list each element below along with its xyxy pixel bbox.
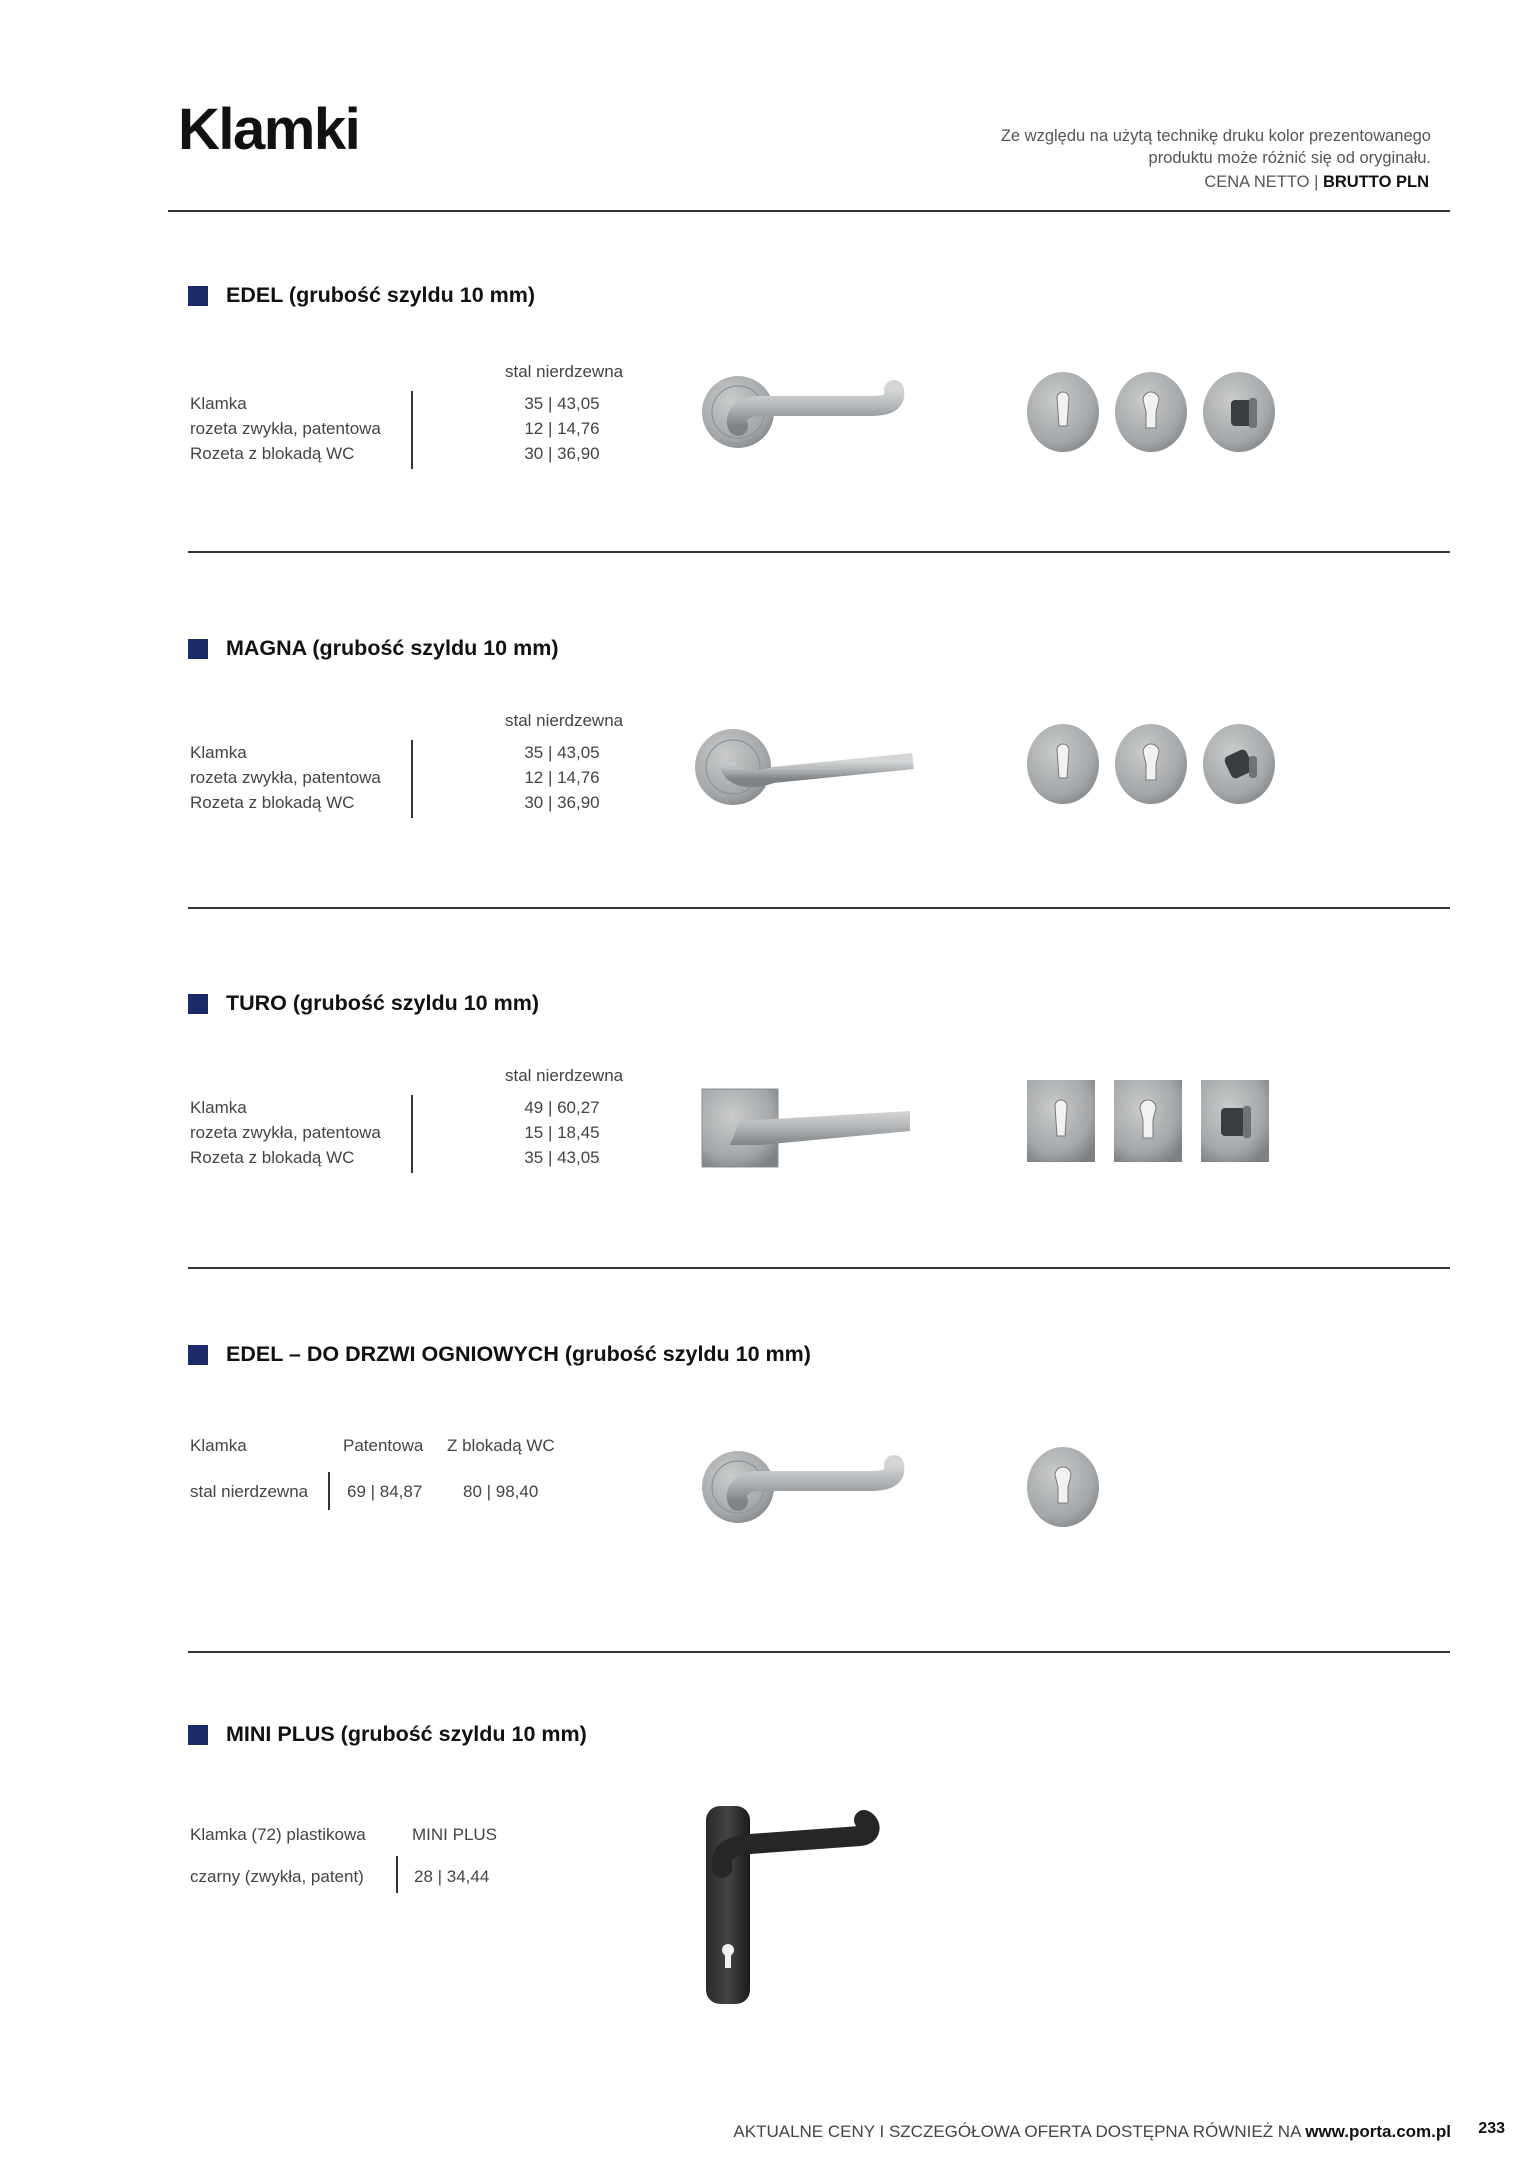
edel-fire-handle-image xyxy=(700,1445,915,1525)
section-marker-square xyxy=(188,1725,208,1745)
section-edel-title xyxy=(188,283,535,308)
section-title-text: EDEL – DO DRZWI OGNIOWYCH (grubość szyldu 10 mm) xyxy=(226,1342,811,1366)
material-label: stal nierdzewna xyxy=(505,362,624,381)
row-label: Rozeta z blokadą WC xyxy=(190,793,355,812)
page-number: 233 xyxy=(1478,2120,1505,2137)
row-price: 49 | 60,27 xyxy=(524,1098,600,1117)
turo-handle-image xyxy=(700,1085,915,1170)
row-label: Rozeta z blokadą WC xyxy=(190,1148,355,1167)
row-price: 35 | 43,05 xyxy=(524,1148,600,1167)
label-column xyxy=(190,740,381,815)
row-label: czarny (zwykła, patent) xyxy=(190,1867,364,1886)
section-title-text: EDEL (grubość szyldu 10 mm) xyxy=(226,283,536,307)
column-header-mini-plus: MINI PLUS xyxy=(412,1825,498,1844)
row-price: 35 | 43,05 xyxy=(524,394,600,413)
price-column xyxy=(512,1095,612,1170)
column-header-wc: Z blokadą WC xyxy=(447,1436,555,1455)
label-column xyxy=(190,391,381,466)
note-line-1: Ze względu na użytą technikę druku kolor prezentowanego xyxy=(1000,127,1431,145)
column-header-patent: Patentowa xyxy=(343,1436,424,1455)
column-label: Klamka (72) plastikowa xyxy=(190,1825,366,1844)
row-label: Klamka xyxy=(190,743,247,762)
rosette-wc-lock-image xyxy=(1201,370,1277,454)
column-divider xyxy=(328,1472,330,1510)
column-divider xyxy=(411,391,413,469)
section-marker-square xyxy=(188,1345,208,1365)
section-divider xyxy=(188,1267,1450,1269)
material-label: stal nierdzewna xyxy=(505,1066,624,1085)
price-legend-net: CENA NETTO xyxy=(1204,173,1310,191)
price-patent: 69 | 84,87 xyxy=(347,1482,423,1501)
column-divider xyxy=(411,1095,413,1173)
section-marker-square xyxy=(188,639,208,659)
row-label: Klamka xyxy=(190,394,247,413)
edel-handle-image xyxy=(700,370,915,450)
price-column xyxy=(512,740,612,815)
magna-handle-image xyxy=(693,725,918,810)
turo-rosettes xyxy=(1025,1078,1271,1164)
rosette-wc-lock-image xyxy=(1201,722,1277,806)
rosette-cylinder-image xyxy=(1113,370,1189,454)
rosette-cylinder-square-image xyxy=(1112,1078,1184,1164)
column-label: Klamka xyxy=(190,1436,247,1455)
section-magna-title xyxy=(188,636,559,661)
rosette-key-image xyxy=(1025,722,1101,806)
section-divider xyxy=(188,1651,1450,1653)
material-label: stal nierdzewna xyxy=(505,711,624,730)
price-legend-gross: BRUTTO PLN xyxy=(1322,173,1429,191)
rosette-cylinder-image xyxy=(1025,1445,1101,1529)
row-price: 15 | 18,45 xyxy=(524,1123,600,1142)
section-divider xyxy=(188,907,1450,909)
price-legend xyxy=(1204,173,1429,192)
row-price: 35 | 43,05 xyxy=(524,743,600,762)
note-line-2: produktu może różnić się od oryginału. xyxy=(1148,149,1431,167)
column-divider xyxy=(411,740,413,818)
header-rule xyxy=(168,210,1450,212)
price-wc: 80 | 98,40 xyxy=(463,1482,539,1501)
section-title-text: MAGNA (grubość szyldu 10 mm) xyxy=(226,636,559,660)
section-title-text: MINI PLUS (grubość szyldu 10 mm) xyxy=(226,1722,587,1746)
row-price: 30 | 36,90 xyxy=(524,444,600,463)
rosette-cylinder-image xyxy=(1113,722,1189,806)
footer-text: AKTUALNE CENY I SZCZEGÓŁOWA OFERTA DOSTĘPNA RÓWNIEŻ NA xyxy=(733,2122,1301,2141)
print-color-note xyxy=(1001,125,1431,169)
row-label: Klamka xyxy=(190,1098,247,1117)
price-mini-plus: 28 | 34,44 xyxy=(414,1867,490,1886)
section-marker-square xyxy=(188,286,208,306)
rosette-key-square-image xyxy=(1025,1078,1097,1164)
label-column xyxy=(190,1095,381,1170)
row-price: 12 | 14,76 xyxy=(524,419,600,438)
footer-note xyxy=(733,2122,1451,2142)
section-turo-title xyxy=(188,991,539,1016)
row-price: 30 | 36,90 xyxy=(524,793,600,812)
row-label: rozeta zwykła, patentowa xyxy=(190,768,381,787)
row-label: stal nierdzewna xyxy=(190,1482,309,1501)
mini-plus-handle-image xyxy=(700,1800,880,2010)
row-label: rozeta zwykła, patentowa xyxy=(190,1123,381,1142)
row-label: rozeta zwykła, patentowa xyxy=(190,419,381,438)
footer-url-link[interactable]: www.porta.com.pl xyxy=(1305,2122,1451,2141)
section-divider xyxy=(188,551,1450,553)
edel-rosettes xyxy=(1025,370,1277,454)
section-title-text: TURO (grubość szyldu 10 mm) xyxy=(226,991,539,1015)
row-label: Rozeta z blokadą WC xyxy=(190,444,355,463)
price-column xyxy=(512,391,612,466)
section-edel-fire-title xyxy=(188,1342,811,1367)
section-mini-plus-title xyxy=(188,1722,587,1747)
page-title: Klamki xyxy=(178,97,360,162)
price-legend-separator: | xyxy=(1314,173,1319,191)
column-divider xyxy=(396,1856,398,1893)
section-marker-square xyxy=(188,994,208,1014)
rosette-wc-lock-square-image xyxy=(1199,1078,1271,1164)
magna-rosettes xyxy=(1025,722,1277,806)
rosette-key-image xyxy=(1025,370,1101,454)
row-price: 12 | 14,76 xyxy=(524,768,600,787)
